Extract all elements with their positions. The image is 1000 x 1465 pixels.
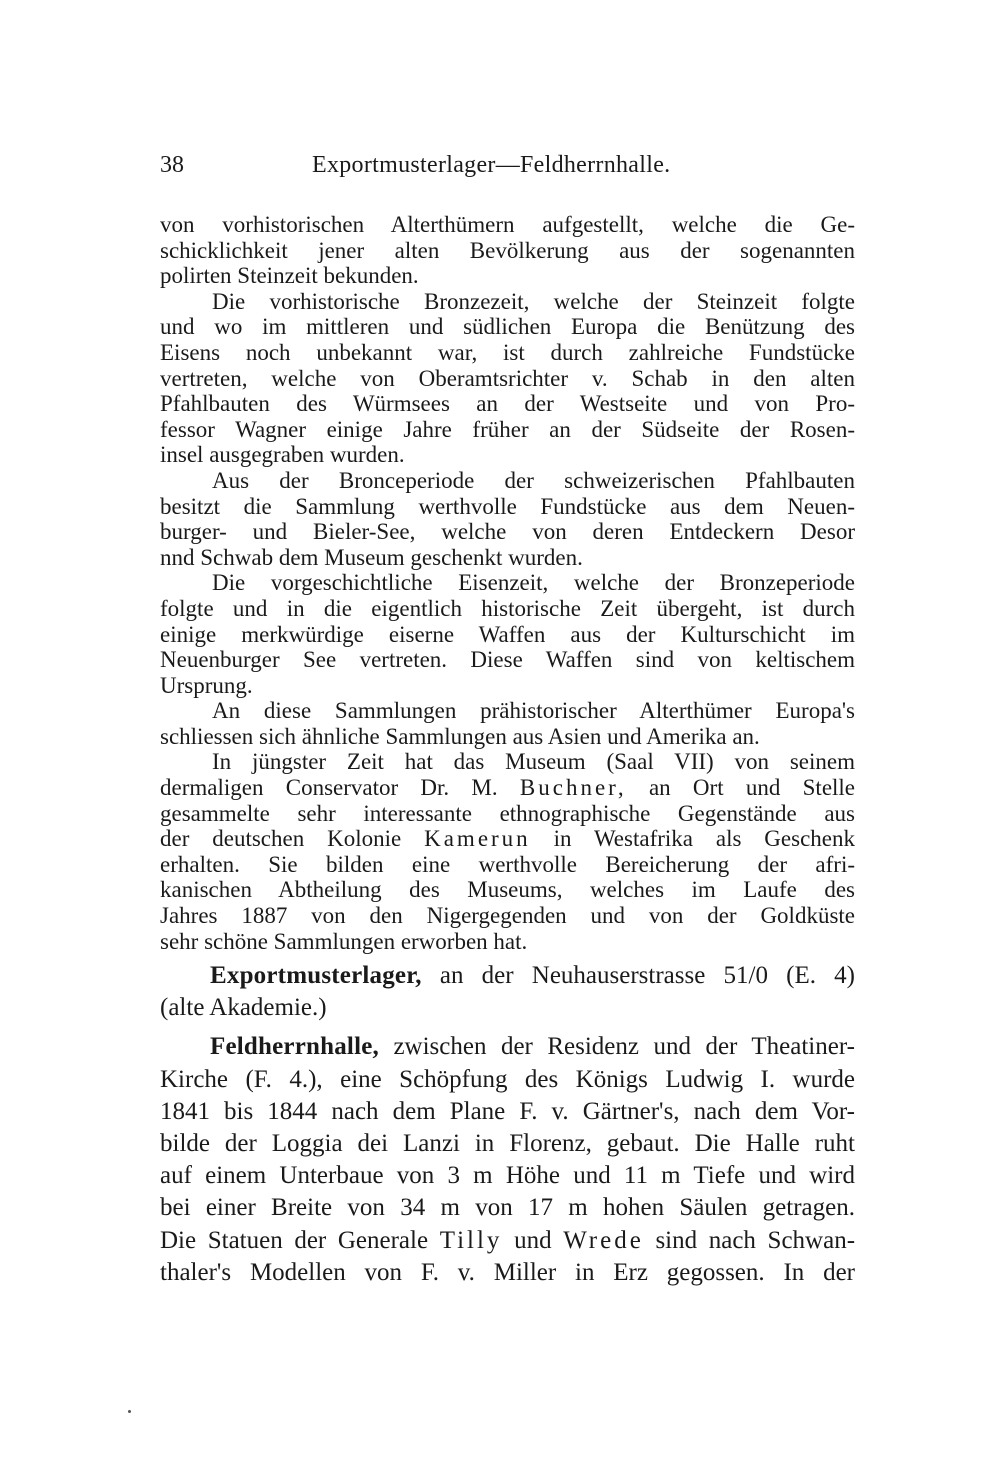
text-fragment: in Westafrika als Geschenk [553, 826, 855, 852]
text-fragment: an Ort und Stelle [648, 775, 856, 801]
text-line: Ursprung. [160, 672, 253, 698]
text-fragment: sind nach Schwan- [655, 1226, 856, 1254]
text-line: insel ausgegraben wurden. [160, 442, 405, 468]
text-line: burger- und Bieler-See, welche von deren Entdeckern Desor [160, 519, 855, 545]
text-fragment: an der Neuhauserstrasse 51/0 (E. 4) [439, 962, 856, 989]
body-text-lower [160, 960, 855, 1289]
text-line: fessor Wagner einige Jahre früher an der Südseite der Rosen- [160, 416, 855, 442]
text-line: Aus der Bronceperiode der schweizerischen Pfahlbauten [212, 467, 855, 493]
text-line: polirten Steinzeit bekunden. [160, 263, 419, 289]
entry-feldherrnhalle [160, 1031, 855, 1063]
body-text-upper [160, 212, 855, 954]
person-name-wrede: Wrede [563, 1226, 644, 1254]
scan-speck [128, 1410, 131, 1413]
text-fragment: Die Statuen der Generale [160, 1226, 429, 1254]
entry-exportmusterlager [160, 960, 855, 992]
text-line: und wo im mittleren und südlichen Europa die Benützung des [160, 314, 855, 340]
entry-heading: Exportmusterlager, [210, 962, 422, 989]
text-line [160, 1225, 855, 1257]
text-fragment: und [514, 1226, 552, 1254]
text-line: (alte Akademie.) [160, 994, 327, 1022]
text-line: Jahres 1887 von den Nigergegenden und von der Goldküste [160, 903, 855, 929]
text-line: Eisens noch unbekannt war, ist durch zahlreiche Fundstücke [160, 339, 855, 365]
text-line: Pfahlbauten des Würmsees an der Westseite und von Pro- [160, 391, 855, 417]
text-line [160, 775, 855, 801]
text-line: schicklichkeit jener alten Bevölkerung aus der sogenannten [160, 237, 855, 263]
text-line: Kirche (F. 4.), eine Schöpfung des Königs Ludwig I. wurde [160, 1065, 855, 1093]
text-line: schliessen sich ähnliche Sammlungen aus Asien und Amerika an. [160, 723, 760, 749]
page-header [160, 152, 850, 192]
person-name-buchner: Buchner, [519, 775, 627, 801]
text-line [160, 826, 855, 852]
text-fragment: zwischen der Residenz und der Theatiner- [393, 1033, 855, 1061]
text-line: erhalten. Sie bilden eine werthvolle Bereicherung der afri- [160, 851, 855, 877]
text-fragment: der deutschen Kolonie [160, 826, 402, 852]
text-line: sehr schöne Sammlungen erworben hat. [160, 928, 528, 954]
text-line: auf einem Unterbaue von 3 m Höhe und 11 m Tiefe und wird [160, 1162, 855, 1190]
text-line: kanischen Abtheilung des Museums, welches im Laufe des [160, 877, 855, 903]
text-line: thaler's Modellen von F. v. Miller in Erz gegossen. In der [160, 1258, 855, 1286]
place-name-kamerun: Kamerun [424, 826, 531, 852]
text-line: folgte und in die eigentlich historische Zeit übergeht, ist durch [160, 595, 855, 621]
text-fragment: dermaligen Conservator Dr. M. [160, 775, 498, 801]
entry-heading: Feldherrnhalle, [210, 1033, 379, 1061]
text-line: An diese Sammlungen prähistorischer Alterthümer Europa's [212, 698, 855, 724]
text-line: nnd Schwab dem Museum geschenkt wurden. [160, 544, 583, 570]
text-line: 1841 bis 1844 nach dem Plane F. v. Gärtner's, nach dem Vor- [160, 1097, 855, 1125]
text-line: Die vorhistorische Bronzezeit, welche der Steinzeit folgte [212, 288, 855, 314]
running-title: Exportmusterlager—Feldherrnhalle. [312, 152, 671, 178]
text-line: vertreten, welche von Oberamtsrichter v. Schab in den alten [160, 365, 855, 391]
text-line: Neuenburger See vertreten. Diese Waffen sind von keltischem [160, 647, 855, 673]
text-line: In jüngster Zeit hat das Museum (Saal VII) von seinem [212, 749, 855, 775]
text-line: bilde der Loggia dei Lanzi in Florenz, gebaut. Die Halle ruht [160, 1129, 855, 1157]
text-line: besitzt die Sammlung werthvolle Fundstücke aus dem Neuen- [160, 493, 855, 519]
text-line: bei einer Breite von 34 m von 17 m hohen Säulen getragen. [160, 1194, 855, 1222]
text-line: einige merkwürdige eiserne Waffen aus der Kulturschicht im [160, 621, 855, 647]
person-name-tilly: Tilly [439, 1226, 503, 1254]
text-line: gesammelte sehr interessante ethnographische Gegenstände aus [160, 800, 855, 826]
page-number: 38 [160, 152, 184, 178]
text-line: von vorhistorischen Alterthümern aufgestellt, welche die Ge- [160, 212, 855, 237]
text-line: Die vorgeschichtliche Eisenzeit, welche der Bronzeperiode [212, 570, 855, 596]
